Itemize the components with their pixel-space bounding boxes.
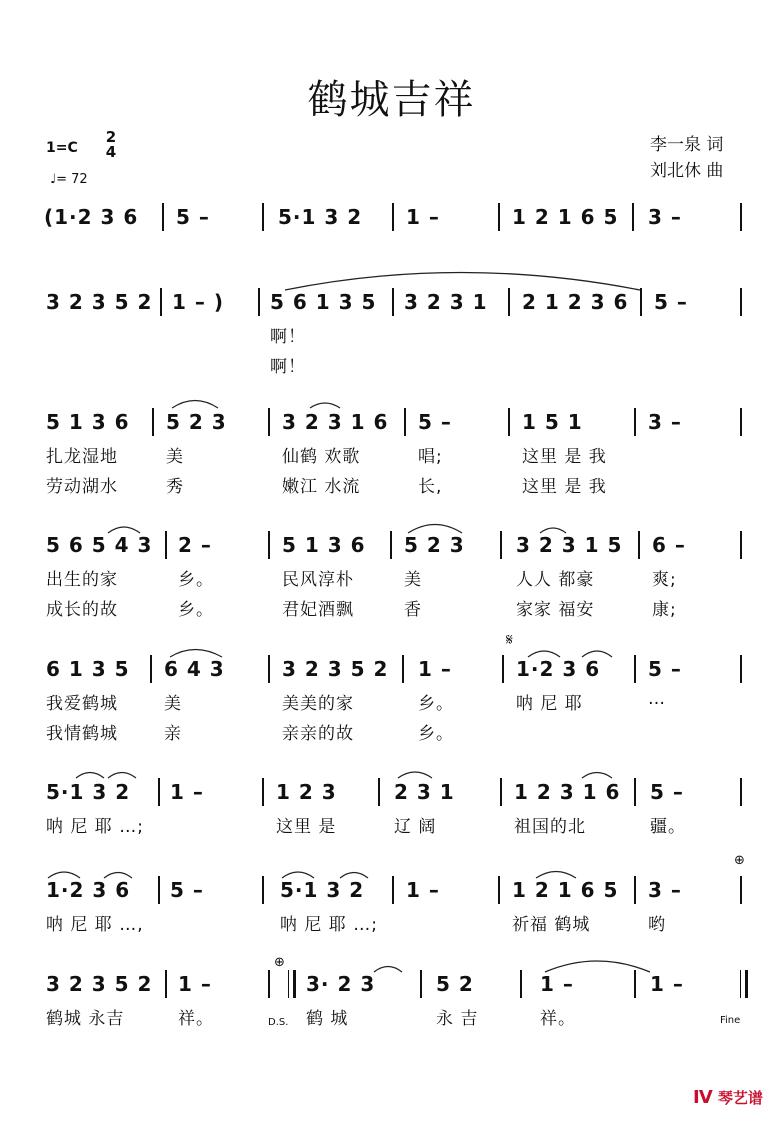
lyric-verse-1: 祥。 xyxy=(178,1009,214,1029)
lyric-verse-1: 这里 是 xyxy=(276,817,337,837)
lyric-verse-2: 成长的故 xyxy=(46,600,118,620)
measure-notes: 1 – xyxy=(418,657,452,681)
time-bottom: 4 xyxy=(105,143,117,161)
lyric-verse-1: 人人 都豪 xyxy=(516,570,595,590)
lyric-verse-2: 这里 是 我 xyxy=(522,477,607,497)
barline xyxy=(262,778,264,806)
lyric-verse-1: 祥。 xyxy=(540,1009,576,1029)
lyric-verse-2: 乡。 xyxy=(178,600,214,620)
measure-notes: 6 4 3 xyxy=(164,657,225,681)
barline xyxy=(740,531,742,559)
lyric-verse-1: 疆。 xyxy=(650,817,686,837)
measure-notes: 1 – xyxy=(406,878,440,902)
measure-notes: 3 2 3 5 2 xyxy=(46,972,153,996)
barline xyxy=(392,876,394,904)
measure-notes: 3 – xyxy=(648,410,682,434)
measure-notes: 6 – xyxy=(652,533,686,557)
measure-notes: 3 2 3 1 xyxy=(404,290,488,314)
time-top: 2 xyxy=(105,128,117,146)
lyric-verse-1: 鹤 城 xyxy=(306,1009,349,1029)
slur xyxy=(582,773,612,779)
barline xyxy=(390,531,392,559)
measure-notes: 2 1 2 3 6 xyxy=(522,290,629,314)
measure-notes: 1 2 3 1 6 xyxy=(514,780,621,804)
measure-notes: 6 1 3 5 xyxy=(46,657,130,681)
lyric-verse-1: 民风淳朴 xyxy=(282,570,354,590)
slur xyxy=(170,650,222,658)
lyric-verse-1: 美美的家 xyxy=(282,694,354,714)
measure-notes: (1·2 3 6 xyxy=(44,205,139,229)
watermark-text: 琴艺谱 xyxy=(717,1089,763,1107)
lyric-verse-1: 仙鹤 欢歌 xyxy=(282,447,361,467)
barline xyxy=(508,408,510,436)
barline xyxy=(498,876,500,904)
barline xyxy=(498,203,500,231)
measure-notes: 1 – xyxy=(650,972,684,996)
barline xyxy=(740,778,742,806)
measure-notes: 5 2 3 xyxy=(166,410,227,434)
slur xyxy=(108,773,136,779)
barline xyxy=(508,288,510,316)
barline xyxy=(404,408,406,436)
measure-notes: 5 6 5 4 3 xyxy=(46,533,153,557)
lyric-verse-1: 唱; xyxy=(418,447,443,467)
measure-notes: 5 – xyxy=(418,410,452,434)
measure-notes: 5·1 3 2 xyxy=(278,205,363,229)
lyric-verse-2: 香 xyxy=(404,600,422,620)
barline xyxy=(392,203,394,231)
barline xyxy=(165,970,167,998)
lyric-verse-2: 康; xyxy=(652,600,677,620)
lyric-verse-1: 呐 尼 耶 …, xyxy=(46,915,144,935)
measure-notes: 5 – xyxy=(648,657,682,681)
barline xyxy=(640,288,642,316)
lyric-verse-2: 嫩江 水流 xyxy=(282,477,361,497)
barline xyxy=(740,876,742,904)
measure-notes: 1 5 1 xyxy=(522,410,583,434)
slur xyxy=(408,525,462,534)
lyric-verse-2: 长, xyxy=(418,477,443,497)
lyric-verse-2: 我情鹤城 xyxy=(46,724,118,744)
barline xyxy=(402,655,404,683)
time-signature xyxy=(103,130,119,160)
measure-notes: 5·1 3 2 xyxy=(46,780,131,804)
measure-notes: 1·2 3 6 xyxy=(46,878,131,902)
barline xyxy=(634,970,636,998)
barline xyxy=(634,876,636,904)
lyric-verse-1: 美 xyxy=(166,447,184,467)
barline xyxy=(258,288,260,316)
lyric-verse-2: 家家 福安 xyxy=(516,600,595,620)
lyric-verse-1: 美 xyxy=(404,570,422,590)
barline xyxy=(740,408,742,436)
measure-notes: 5 6 1 3 5 xyxy=(270,290,377,314)
barline xyxy=(158,778,160,806)
barline xyxy=(268,970,270,998)
measure-notes: 3 2 3 1 6 xyxy=(282,410,389,434)
measure-notes: 2 3 1 xyxy=(394,780,455,804)
lyric-verse-1: 永 吉 xyxy=(436,1009,479,1029)
barline xyxy=(165,531,167,559)
barline xyxy=(520,970,522,998)
barline xyxy=(152,408,154,436)
lyric-verse-2: 秀 xyxy=(166,477,184,497)
slur-long xyxy=(285,273,640,291)
lyric-verse-2: 啊！ xyxy=(270,357,306,377)
barline xyxy=(634,655,636,683)
barline xyxy=(158,876,160,904)
lyric-verse-1: 辽 阔 xyxy=(394,817,437,837)
measure-notes: 1 2 1 6 5 xyxy=(512,878,619,902)
barline xyxy=(502,655,504,683)
repeat-barline xyxy=(288,970,296,998)
measure-notes: 1 – xyxy=(178,972,212,996)
lyric-verse-1: 鹤城 永吉 xyxy=(46,1009,125,1029)
measure-notes: 3 2 3 1 5 xyxy=(516,533,623,557)
measure-notes: 5 2 3 xyxy=(404,533,465,557)
barline xyxy=(150,655,152,683)
slur xyxy=(398,772,432,778)
lyric-verse-1: 乡。 xyxy=(178,570,214,590)
lyric-verse-2: 君妃酒飘 xyxy=(282,600,354,620)
measure-notes: 1 – xyxy=(170,780,204,804)
barline xyxy=(634,408,636,436)
lyric-verse-2: 亲 xyxy=(164,724,182,744)
measure-notes: 1 – xyxy=(406,205,440,229)
lyric-verse-1: 美 xyxy=(164,694,182,714)
slur xyxy=(310,403,340,408)
barline xyxy=(268,408,270,436)
measure-notes: 1 2 1 6 5 xyxy=(512,205,619,229)
segno-icon: 𝄋 xyxy=(506,630,513,649)
barline xyxy=(638,531,640,559)
measure-notes: 5 – xyxy=(170,878,204,902)
barline xyxy=(378,778,380,806)
measure-notes: 5 2 xyxy=(436,972,474,996)
measure-notes: 1 – xyxy=(540,972,574,996)
barline xyxy=(632,203,634,231)
lyric-verse-1: 出生的家 xyxy=(46,570,118,590)
barline xyxy=(262,876,264,904)
barline xyxy=(268,655,270,683)
measure-notes: 5 1 3 6 xyxy=(46,410,130,434)
lyric-verse-1: 呐 尼 耶 …; xyxy=(46,817,144,837)
measure-notes: 2 – xyxy=(178,533,212,557)
measure-notes: 1 – ) xyxy=(172,290,224,314)
barline xyxy=(420,970,422,998)
lyric-verse-2: 乡。 xyxy=(418,724,454,744)
lyric-verse-1: 哟 xyxy=(648,915,666,935)
final-barline xyxy=(740,970,748,998)
music-logo-icon: Ⅳ xyxy=(693,1087,713,1108)
lyric-verse-1: 祈福 鹤城 xyxy=(512,915,591,935)
lyric-verse-1: 呐 尼 耶 …; xyxy=(280,915,378,935)
measure-notes: 3· 2 3 xyxy=(306,972,376,996)
slur xyxy=(172,401,218,409)
measure-notes: 5 – xyxy=(176,205,210,229)
lyric-verse-1: … xyxy=(648,689,666,709)
measure-notes: 3 2 3 5 2 xyxy=(46,290,153,314)
barline xyxy=(740,203,742,231)
barline xyxy=(268,531,270,559)
barline xyxy=(740,655,742,683)
measure-notes: 5·1 3 2 xyxy=(280,878,365,902)
measure-notes: 3 – xyxy=(648,205,682,229)
key-signature: 1=C xyxy=(46,140,78,156)
lyric-verse-1: 扎龙湿地 xyxy=(46,447,118,467)
watermark-logo xyxy=(693,1087,763,1108)
barline xyxy=(392,288,394,316)
coda-icon: ⊕ xyxy=(274,955,285,970)
composer-credit: 刘北休 曲 xyxy=(650,161,724,181)
page-title: 鹤城吉祥 xyxy=(307,77,476,123)
measure-notes: 1·2 3 6 xyxy=(516,657,601,681)
measure-notes: 1 2 3 xyxy=(276,780,337,804)
barline xyxy=(160,288,162,316)
lyric-verse-1: 呐 尼 耶 xyxy=(516,694,583,714)
barline xyxy=(162,203,164,231)
slur xyxy=(76,773,104,779)
fine-mark: Fine xyxy=(720,1015,741,1026)
lyric-verse-1: 祖国的北 xyxy=(514,817,586,837)
measure-notes: 3 2 3 5 2 xyxy=(282,657,389,681)
barline xyxy=(500,531,502,559)
lyric-verse-2: 亲亲的故 xyxy=(282,724,354,744)
measure-notes: 5 1 3 6 xyxy=(282,533,366,557)
barline xyxy=(500,778,502,806)
lyric-verse-1: 爽; xyxy=(652,570,677,590)
measure-notes: 5 – xyxy=(654,290,688,314)
coda-icon: ⊕ xyxy=(734,853,745,868)
measure-notes: 3 – xyxy=(648,878,682,902)
tempo-mark: ♩= 72 xyxy=(50,172,88,187)
lyric-verse-1: 我爱鹤城 xyxy=(46,694,118,714)
lyric-verse-1: 乡。 xyxy=(418,694,454,714)
lyric-verse-2: 劳动湖水 xyxy=(46,477,118,497)
lyric-verse-1: 这里 是 我 xyxy=(522,447,607,467)
lyric-verse-1: 啊！ xyxy=(270,327,306,347)
barline xyxy=(262,203,264,231)
lyricist-credit: 李一泉 词 xyxy=(650,135,724,155)
ds-mark: D.S. xyxy=(268,1017,289,1028)
slur xyxy=(374,967,402,973)
barline xyxy=(634,778,636,806)
barline xyxy=(740,288,742,316)
measure-notes: 5 – xyxy=(650,780,684,804)
